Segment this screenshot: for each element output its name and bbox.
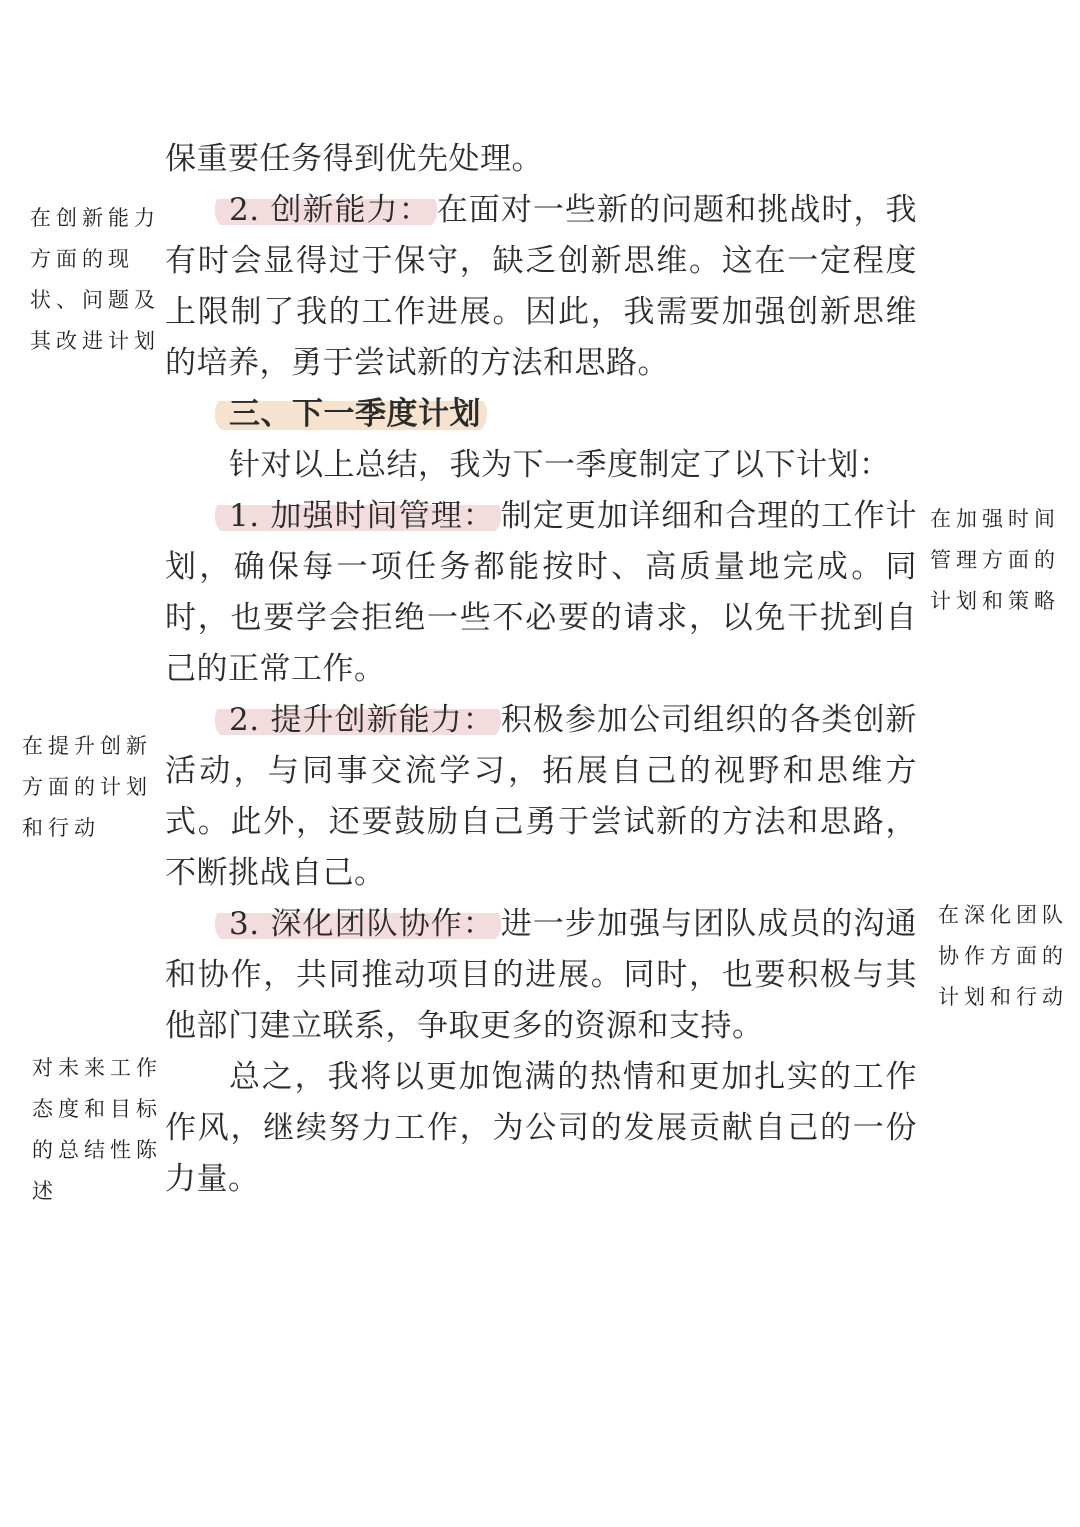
heading-highlight: 三、下一季度计划	[215, 394, 487, 434]
paragraph-text: 进一步加强与团队成员的沟通和协作，共同推动项目的进展。同时，也要积极与其他部门建立联系，争取更多的资源和支持。	[165, 906, 917, 1044]
margin-note-innovation: 在创新能力方面的现状、问题及其改进计划	[30, 206, 160, 353]
paragraph-conclusion: 总之，我将以更加饱满的热情和更加扎实的工作作风，继续努力工作，为公司的发展贡献自己的一份力量。	[165, 1059, 917, 1197]
paragraph-text: 在面对一些新的问题和挑战时，我有时会显得过于保守，缺乏创新思维。这在一定程度上限制了我的工作进展。因此，我需要加强创新思维的培养，勇于尝试新的方法和思路。	[165, 192, 917, 381]
paragraph-text: 制定更加详细和合理的工作计划，确保每一项任务都能按时、高质量地完成。同时，也要学会拒绝一些不必要的请求，以免干扰到自己的正常工作。	[165, 498, 917, 687]
highlight-label: 3. 深化团队协作：	[215, 904, 501, 944]
section-heading	[165, 389, 917, 440]
paragraph-innovation-plan	[165, 695, 917, 899]
paragraph-teamwork	[165, 899, 917, 1052]
highlight-label: 2. 创新能力：	[215, 190, 437, 230]
paragraph-continuation: 保重要任务得到优先处理。	[165, 141, 543, 177]
highlight-label: 2. 提升创新能力：	[215, 700, 501, 740]
highlight-label: 1. 加强时间管理：	[215, 496, 501, 536]
margin-note-time-management: 在加强时间管理方面的计划和策略	[930, 507, 1060, 613]
paragraph-text: 积极参加公司组织的各类创新活动，与同事交流学习，拓展自己的视野和思维方式。此外，还要鼓励自己勇于尝试新的方法和思路，不断挑战自己。	[165, 702, 917, 891]
main-text	[165, 134, 917, 1205]
margin-note-teamwork: 在深化团队协作方面的计划和行动	[938, 903, 1068, 1009]
paragraph-time-management	[165, 491, 917, 695]
margin-note-innovation-plan: 在提升创新方面的计划和行动	[22, 734, 152, 840]
paragraph-innovation-weakness	[165, 185, 917, 389]
plan-intro: 针对以上总结，我为下一季度制定了以下计划：	[229, 447, 891, 483]
margin-note-conclusion: 对未来工作态度和目标的总结性陈述	[32, 1056, 162, 1203]
